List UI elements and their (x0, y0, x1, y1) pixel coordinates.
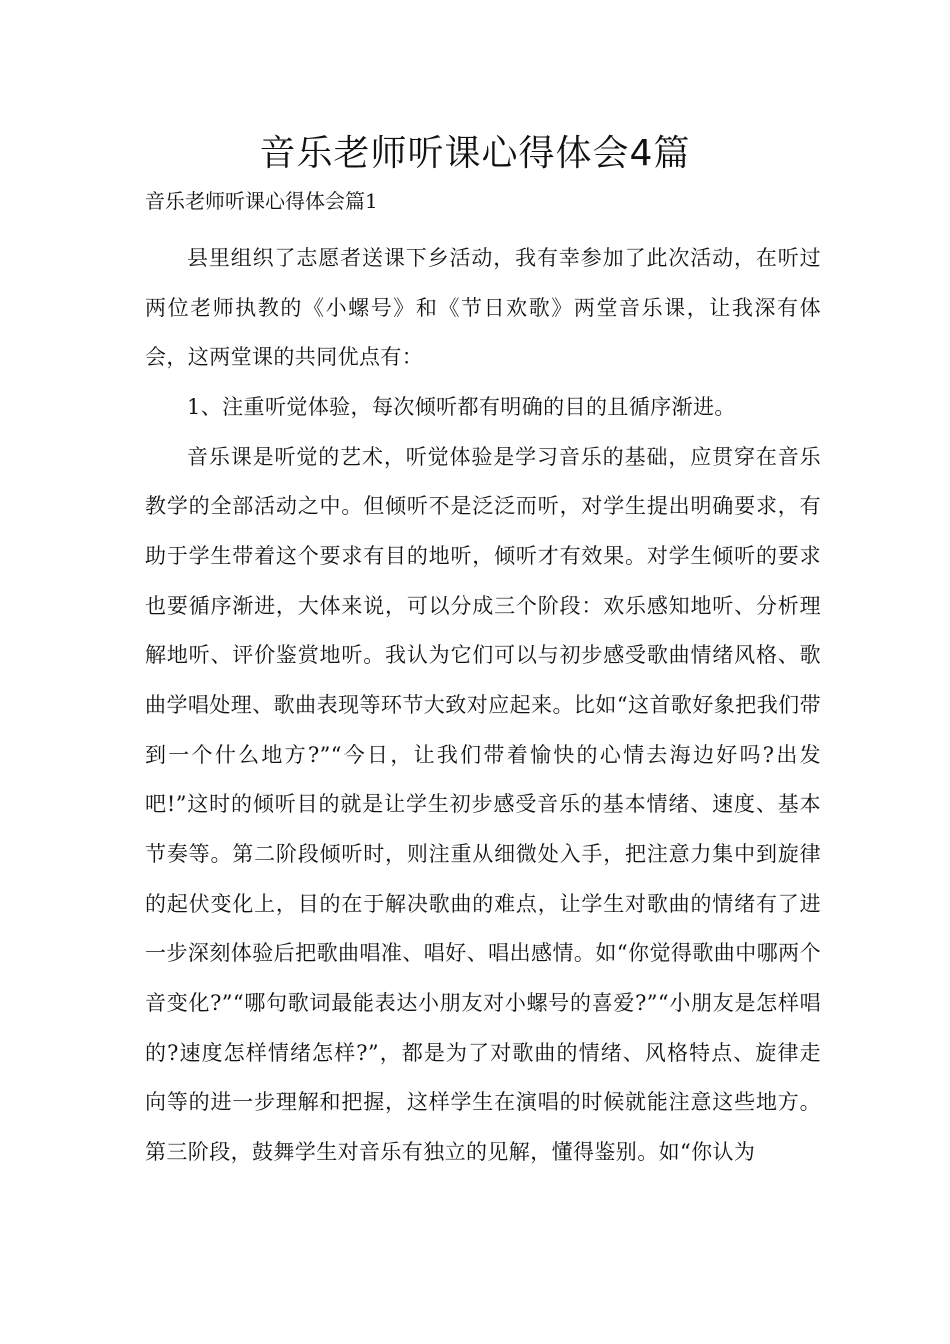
document-body (145, 234, 821, 1177)
paragraph-point-1: 1、注重听觉体验，每次倾听都有明确的目的且循序渐进。 (187, 394, 736, 419)
section-heading: 音乐老师听课心得体会篇1 (145, 189, 378, 213)
paragraph-listening: 音乐课是听觉的艺术，听觉体验是学习音乐的基础，应贯穿在音乐教学的全部活动之中。但倾听不是泛泛而听，对学生提出明确要求，有助于学生带着这个要求有目的地听，倾听才有效果。对学生倾听的要求也要循序渐进，大体来说，可以分成三个阶段：欢乐感知地听、分析理解地听、评价鉴赏地听。我认为它们可以与初步感受歌曲情绪风格、歌曲学唱处理、歌曲表现等环节大致对应起来。比如“这首歌好象把我们带到一个什么地方?”“今日，让我们带着愉快的心情去海边好吗?出发吧!”这时的倾听目的就是让学生初步感受音乐的基本情绪、速度、基本节奏等。第二阶段倾听时，则注重从细微处入手，把注意力集中到旋律的起伏变化上，目的在于解决歌曲的难点，让学生对歌曲的情绪有了进一步深刻体验后把歌曲唱准、唱好、唱出感情。如“你觉得歌曲中哪两个音变化?”“哪句歌词最能表达小朋友对小螺号的喜爱?”“小朋友是怎样唱的?速度怎样情绪怎样?”，都是为了对歌曲的情绪、风格特点、旋律走向等的进一步理解和把握，这样学生在演唱的时候就能注意这些地方。第三阶段，鼓舞学生对音乐有独立的见解，懂得鉴别。如“你认为 (145, 444, 821, 1164)
paragraph-intro: 县里组织了志愿者送课下乡活动，我有幸参加了此次活动，在听过两位老师执教的《小螺号》和《节日欢歌》两堂音乐课，让我深有体会，这两堂课的共同优点有： (145, 246, 821, 370)
document-title: 音乐老师听课心得体会4篇 (259, 133, 691, 174)
